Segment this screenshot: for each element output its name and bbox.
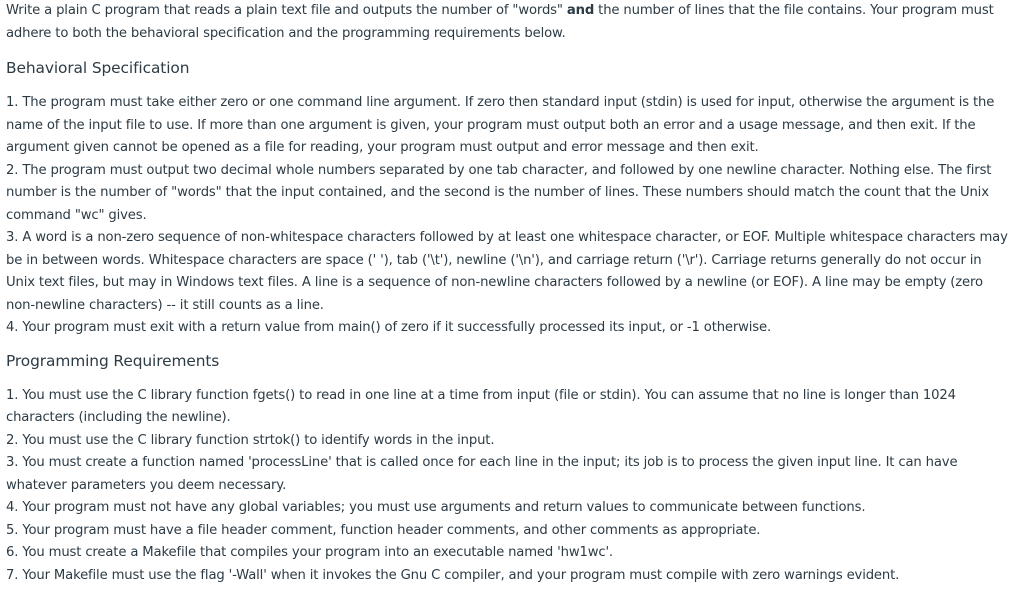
programming-item-3: 3. You must create a function named 'processLine' that is called once for each line in the input; its job is to process the given input line. It can have whatever parameters you deem necessary.: [6, 455, 958, 493]
behavioral-item-3: 3. A word is a non-zero sequence of non-whitespace characters followed by at least one whitespace character, or EOF. Multiple whitespace characters may be in between words. Whitespace characters are space (' '), tab ('\t'), newline ('\n'), and carriage return ('\r'). Carriage returns generally do not occur in Unix text files, but may in Windows text files. A line is a sequence of non-newline characters followed by a newline (or EOF). A line may be empty (zero non-newline characters) -- it still counts as a line.: [6, 230, 1008, 313]
programming-item-7: 7. Your Makefile must use the flag '-Wall' when it invokes the Gnu C compiler, and your program must compile with zero warnings evident.: [6, 567, 900, 583]
programming-item-4: 4. Your program must not have any global variables; you must use arguments and return values to communicate between functions.: [6, 500, 866, 515]
behavioral-spec-list: [6, 92, 1014, 340]
programming-item-2: 2. You must use the C library function strtok() to identify words in the input.: [6, 432, 495, 448]
intro-text-start: Write a plain C program that reads a plain text file and outputs the number of "words": [6, 3, 567, 18]
behavioral-item-4: 4. Your program must exit with a return value from main() of zero if it successfully processed its input, or -1 otherwise.: [6, 320, 772, 335]
behavioral-item-1: 1. The program must take either zero or one command line argument. If zero then standard input (stdin) is used for input, otherwise the argument is the name of the input file to use. If more than one argument is given, your program must output both an error and a usage message, and then exit. If the argument given cannot be opened as a file for reading, your program must output and error message and then exit.: [6, 95, 995, 155]
intro-bold-and: and: [566, 3, 595, 18]
programming-item-5: 5. Your program must have a file header comment, function header comments, and other comments as appropriate.: [6, 522, 761, 538]
intro-paragraph: [6, 0, 1014, 45]
programming-requirements-list: [6, 385, 1014, 588]
behavioral-item-2: 2. The program must output two decimal whole numbers separated by one tab character, and followed by one newline character. Nothing else. The first number is the number of "words" that the input contained, and the second is the number of lines. These numbers should match the count that the Unix command "wc" gives.: [6, 162, 992, 223]
behavioral-spec-heading: Behavioral Specification: [6, 59, 190, 77]
programming-item-6: 6. You must create a Makefile that compiles your program into an executable named 'hw1wc'.: [6, 545, 613, 560]
programming-requirements-heading: Programming Requirements: [6, 351, 220, 370]
intro-text-end: the number of lines that the file contains. Your program must adhere to both the behavioral specification and the programming requirements below.: [6, 3, 994, 41]
programming-item-1: 1. You must use the C library function fgets() to read in one line at a time from input (file or stdin). You can assume that no line is longer than 1024 characters (including the newline).: [6, 387, 956, 425]
